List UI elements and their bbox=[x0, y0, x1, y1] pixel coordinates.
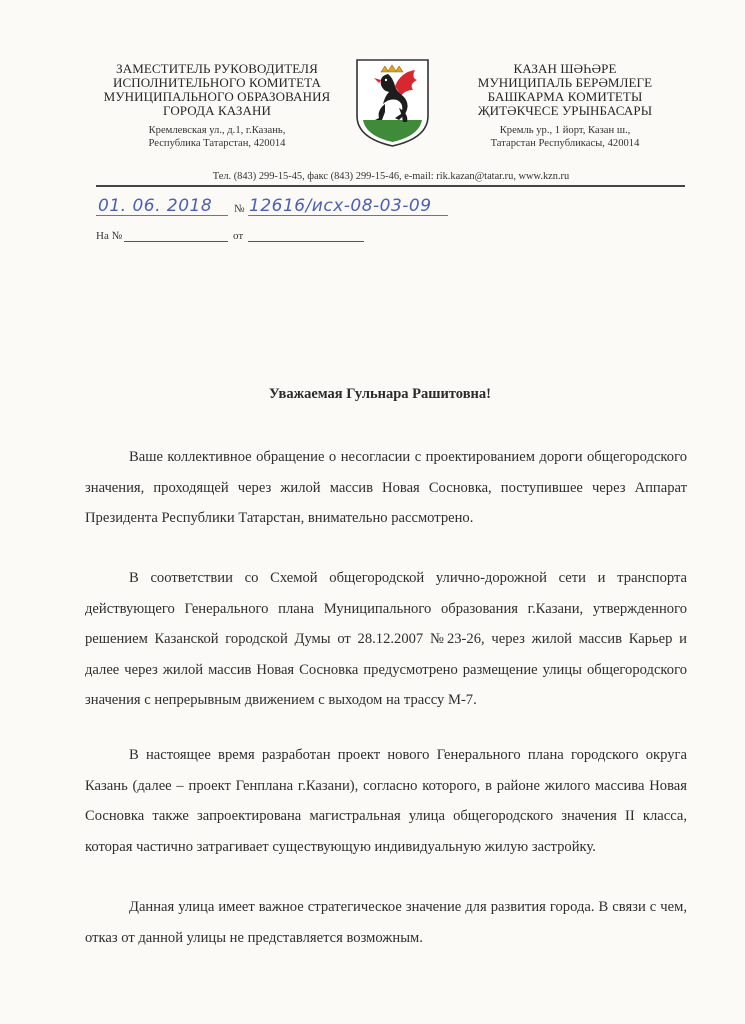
outgoing-number: 12616/исх-08-03-09 bbox=[249, 196, 432, 216]
letterhead-contacts: Тел. (843) 299-15-45, факс (843) 299-15-46, e-mail: rik.kazan@tatar.ru, www.kzn.ru bbox=[212, 171, 570, 182]
letterhead-left-title: ЗАМЕСТИТЕЛЬ РУКОВОДИТЕЛЯ ИСПОЛНИТЕЛЬНОГО КОМИТЕТА МУНИЦИПАЛЬНОГО ОБРАЗОВАНИЯ ГОРОДА КАЗАНИ bbox=[103, 61, 331, 118]
paragraph-4: Данная улица имеет важное стратегическое значение для развития города. В связи с чем, отказ от данной улицы не представляется возможным. bbox=[85, 899, 687, 946]
reply-number-label: На № bbox=[96, 230, 123, 242]
letterhead-right bbox=[430, 62, 700, 150]
reply-date-label: от bbox=[233, 230, 244, 242]
letterhead-left bbox=[82, 62, 352, 150]
letterhead-left-address: Кремлевская ул., д.1, г.Казань, Республика Татарстан, 420014 bbox=[148, 125, 286, 149]
reply-date-field bbox=[248, 241, 364, 242]
reply-number-field bbox=[124, 241, 228, 242]
salutation: Уважаемая Гульнара Рашитовна! bbox=[269, 386, 491, 402]
letterhead-right-title: КАЗАН ШӘҺӘРЕ МУНИЦИПАЛЬ БЕРӘМЛЕГЕ БАШКАРМА КОМИТЕТЫ ҖИТӘКЧЕСЕ УРЫНБАСАРЫ bbox=[477, 61, 653, 118]
number-label: № bbox=[234, 203, 245, 215]
paragraph-1: Ваше коллективное обращение о несогласии с проектированием дороги общегородского значения, проходящей через жилой массив Новая Сосновка, поступившее через Аппарат Президента Республики Татарстан, внимательно рассмотрено. bbox=[85, 449, 687, 526]
number-underline bbox=[248, 215, 448, 216]
date-underline bbox=[96, 215, 228, 216]
paragraph-3: В настоящее время разработан проект нового Генерального плана городского округа Казань (далее – проект Генплана г.Казани), согласно которого, в районе жилого массива Новая Сосновка также запроектирована магистральная улица общегородского значения II класса, которая частично затрагивает существующую индивидуальную жилую застройку. bbox=[85, 747, 687, 855]
letterhead-divider bbox=[96, 185, 685, 187]
letterhead-right-address: Кремль ур., 1 йорт, Казан ш., Татарстан Республикасы, 420014 bbox=[490, 125, 640, 149]
outgoing-date: 01. 06. 2018 bbox=[98, 196, 213, 216]
paragraph-2: В соответствии со Схемой общегородской улично-дорожной сети и транспорта действующего Генерального плана Муниципального образования г.Казани, утвержденного решением Казанской городской Думы от 28.12.2007 №23-26, через жилой массив Карьер и далее через жилой массив Новая Сосновка предусмотрено размещение улицы общегородского значения с непрерывным движением с выходом на трассу М-7. bbox=[85, 570, 687, 708]
kazan-coat-of-arms-icon bbox=[355, 58, 430, 148]
